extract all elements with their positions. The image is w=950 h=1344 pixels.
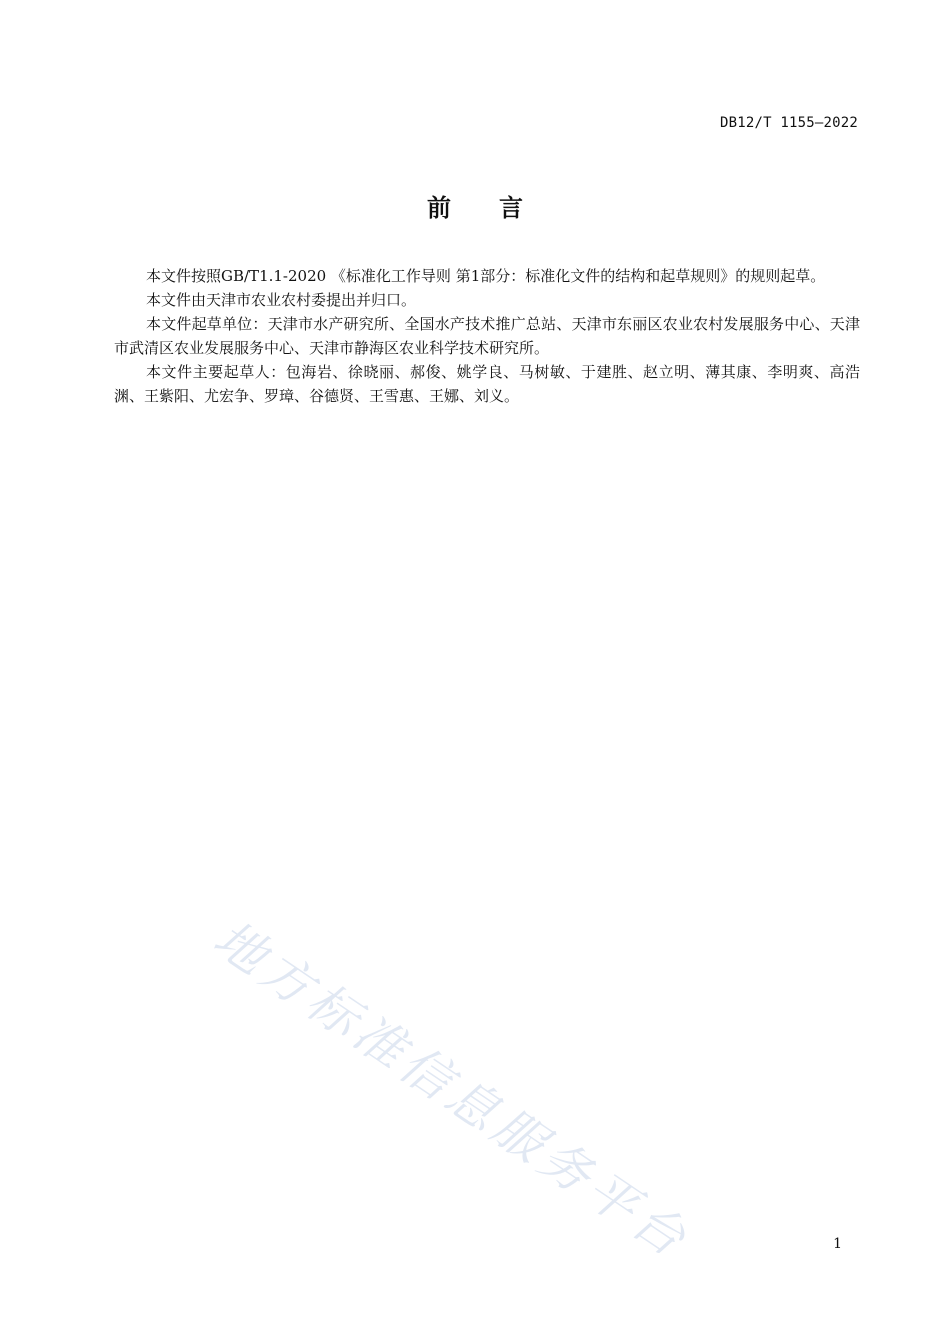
page-number: 1 (833, 1236, 842, 1252)
watermark: 地方标准信息服务平台 (203, 909, 701, 1271)
paragraph-drafting-units: 本文件起草单位：天津市水产研究所、全国水产技术推广总站、天津市东丽区农业农村发展服务中心、天津市武清区农业发展服务中心、天津市静海区农业科学技术研究所。 (114, 315, 860, 357)
paragraph-proposer: 本文件由天津市农业农村委提出并归口。 (146, 291, 417, 309)
page-title: 前言 (427, 194, 571, 222)
paragraph-drafters: 本文件主要起草人：包海岩、徐晓丽、郝俊、姚学良、马树敏、于建胜、赵立明、薄其康、李明爽、高浩渊、王紫阳、尤宏争、罗璋、谷德贤、王雪惠、王娜、刘义。 (114, 363, 860, 405)
paragraph-drafting-rules: 本文件按照GB/T1.1-2020 《标准化工作导则 第1部分：标准化文件的结构和起草规则》的规则起草。 (146, 267, 826, 285)
standard-number: DB12/T 1155—2022 (719, 115, 858, 131)
document-body (114, 264, 860, 408)
